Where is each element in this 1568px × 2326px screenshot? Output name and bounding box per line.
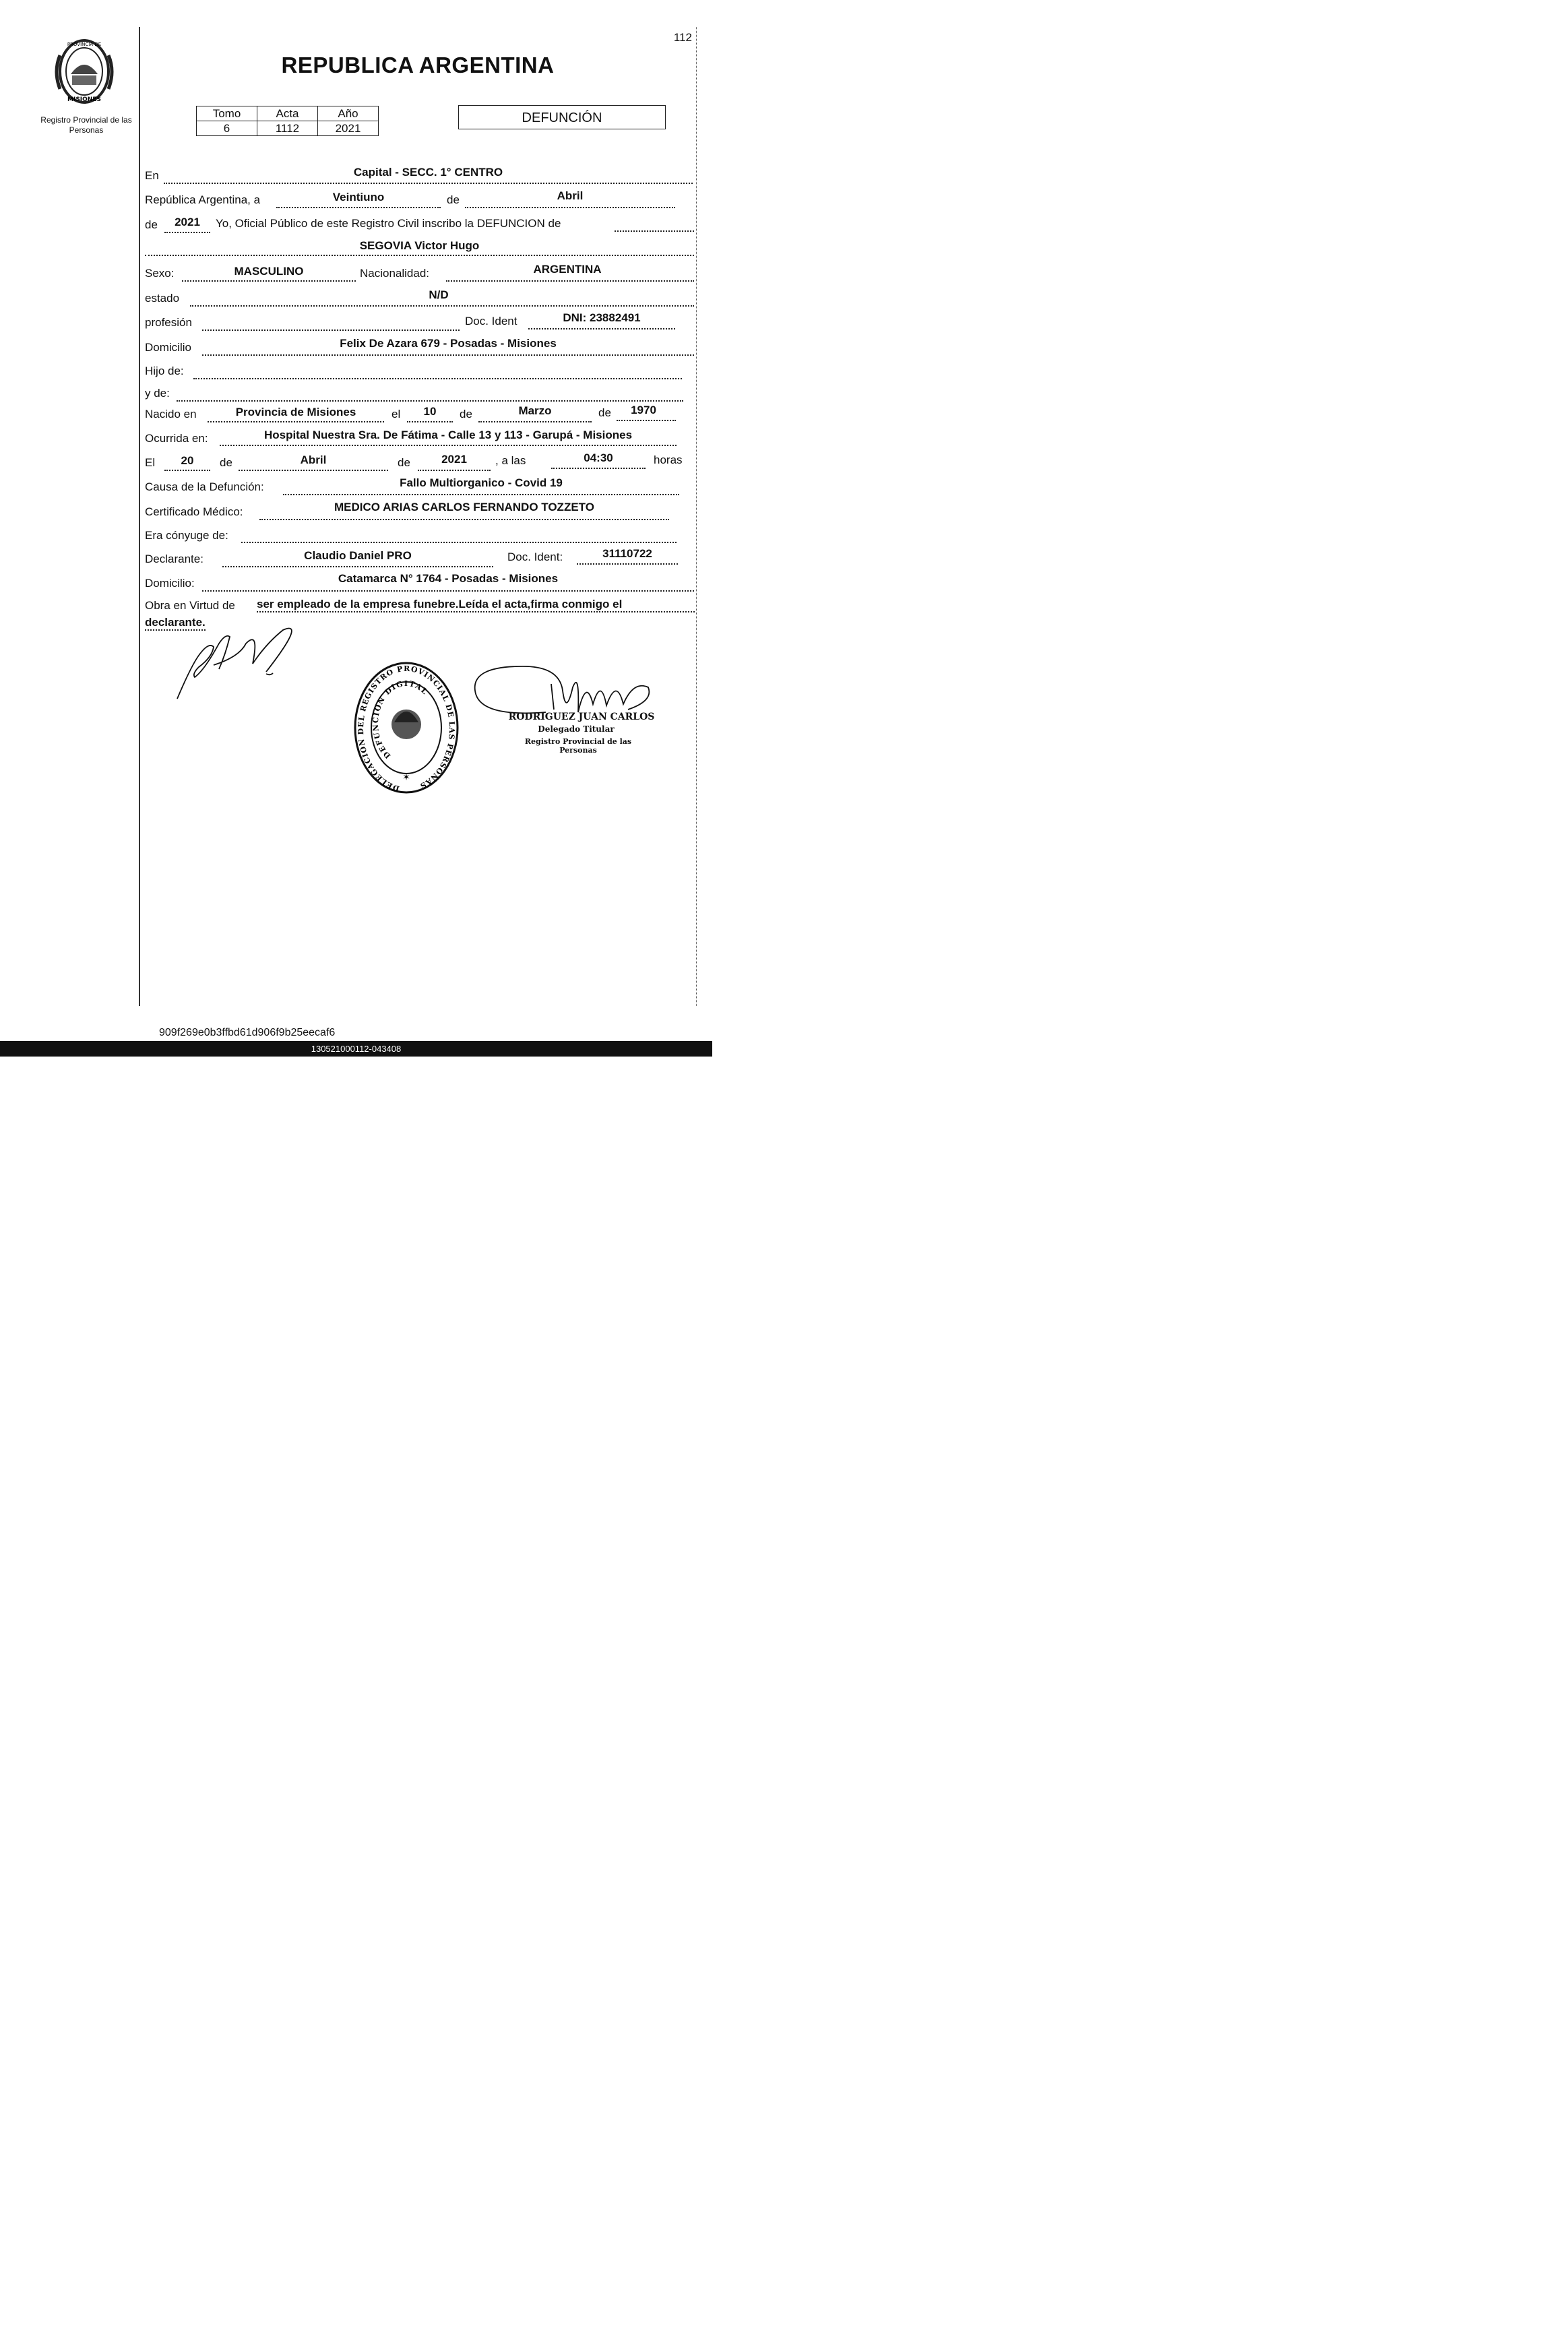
certificado-line <box>259 519 669 520</box>
de-anio-label: de <box>145 218 158 231</box>
en-label: En <box>145 169 159 182</box>
nacido-lugar: Provincia de Misiones <box>235 406 356 418</box>
svg-text:MISIONES: MISIONES <box>67 96 101 103</box>
def-mes-line <box>239 470 388 471</box>
conyuge-label: Era cónyuge de: <box>145 529 228 542</box>
estado-label: estado <box>145 292 180 305</box>
barcode-bar <box>0 1041 712 1057</box>
obra-value-1: ser empleado de la empresa funebre.Leída el acta,firma conmigo el <box>257 598 695 612</box>
def-anio: 2021 <box>441 453 467 466</box>
nacido-anio-line <box>617 420 676 421</box>
record-type-box: DEFUNCIÓN <box>458 105 666 129</box>
hijo-line <box>193 378 682 379</box>
doc-ident-line <box>528 328 675 329</box>
document-title: REPUBLICA ARGENTINA <box>281 53 555 77</box>
svg-text:DEFUNCION DIGITAL: DEFUNCION DIGITAL <box>371 679 430 761</box>
de-def-anio-label: de <box>398 456 410 469</box>
causa-value: Fallo Multiorganico - Covid 19 <box>400 476 563 489</box>
def-hora: 04:30 <box>584 451 613 464</box>
def-mes: Abril <box>300 453 327 466</box>
domicilio-value: Felix De Azara 679 - Posadas - Misiones <box>340 337 557 350</box>
mes-line <box>465 207 675 208</box>
nacido-mes-line <box>478 421 592 422</box>
nacido-mes: Marzo <box>518 404 552 417</box>
causa-label: Causa de la Defunción: <box>145 480 264 493</box>
sexo-line <box>182 280 356 282</box>
declarante-line <box>222 566 493 567</box>
declarante-value: Claudio Daniel PRO <box>304 549 412 562</box>
header-tomo: Tomo <box>197 106 257 121</box>
horas-label: horas <box>654 453 683 466</box>
domicilio2-label: Domicilio: <box>145 577 195 590</box>
en-line <box>164 183 693 184</box>
obra-label: Obra en Virtud de <box>145 599 235 612</box>
doc-ident-label: Doc. Ident <box>465 315 518 327</box>
svg-text:✶: ✶ <box>402 772 410 783</box>
yde-label: y de: <box>145 387 170 400</box>
def-hora-line <box>551 468 646 469</box>
header-acta: Acta <box>257 106 318 121</box>
certificado-value: MEDICO ARIAS CARLOS FERNANDO TOZZETO <box>334 501 594 513</box>
record-table <box>196 106 379 136</box>
def-dia-line <box>164 470 210 471</box>
conyuge-line <box>241 542 677 543</box>
document-hash: 909f269e0b3ffbd61d906f9b25eecaf6 <box>159 1027 336 1038</box>
decl-doc-label: Doc. Ident: <box>507 551 563 563</box>
barcode-text: 130521000112-043408 <box>311 1044 402 1054</box>
nacionalidad-label: Nacionalidad: <box>360 267 430 280</box>
nombre-value: SEGOVIA Victor Hugo <box>359 239 480 252</box>
nacido-dia-line <box>407 421 453 422</box>
certificado-label: Certificado Médico: <box>145 505 243 518</box>
anio-value: 2021 <box>175 216 200 228</box>
el2-label: El <box>145 456 156 469</box>
value-acta: 1112 <box>257 121 318 136</box>
sexo-label: Sexo: <box>145 267 175 280</box>
mes-texto: Abril <box>557 189 584 202</box>
ocurrida-label: Ocurrida en: <box>145 432 208 445</box>
estado-line <box>190 305 694 307</box>
def-anio-line <box>418 470 491 471</box>
anio-line <box>164 232 210 233</box>
doc-ident-value: DNI: 23882491 <box>563 311 641 324</box>
decl-doc-line <box>577 563 678 565</box>
causa-line <box>283 494 679 495</box>
official-stamp <box>352 660 460 795</box>
ocurrida-line <box>220 445 677 446</box>
logo-caption: Registro Provincial de las Personas <box>40 115 132 135</box>
estado-value: N/D <box>429 288 449 301</box>
header-anio: Año <box>318 106 379 121</box>
republica-label: República Argentina, a <box>145 193 261 206</box>
domicilio-line <box>202 354 694 356</box>
de-anio2-label: de <box>598 406 611 419</box>
nombre-line <box>145 255 694 256</box>
obra-value-2: declarante. <box>145 616 206 631</box>
value-tomo: 6 <box>197 121 257 136</box>
def-dia: 20 <box>181 454 194 467</box>
dia-texto: Veintiuno <box>332 191 385 203</box>
profesion-label: profesión <box>145 316 192 329</box>
official-name: RODRIGUEZ JUAN CARLOS <box>508 712 655 722</box>
province-seal-logo <box>51 35 118 109</box>
declarant-signature <box>172 617 320 704</box>
hijo-label: Hijo de: <box>145 365 184 377</box>
alas-label: , a las <box>495 454 526 467</box>
official-role: Delegado Titular <box>538 724 615 734</box>
el-label: el <box>391 408 401 420</box>
nacionalidad-line <box>446 280 694 282</box>
ocurrida-value: Hospital Nuestra Sra. De Fátima - Calle 13 y 113 - Garupá - Misiones <box>263 429 633 441</box>
de-def-mes-label: de <box>220 456 232 469</box>
page-number: 112 <box>673 31 692 44</box>
right-margin-line <box>696 27 697 1006</box>
inscribo-text: Yo, Oficial Público de este Registro Civil inscribo la DEFUNCION de <box>216 217 561 230</box>
official-office: Registro Provincial de las Personas <box>524 737 632 755</box>
de-label: de <box>447 193 460 206</box>
sexo-value: MASCULINO <box>234 265 304 278</box>
profesion-line <box>202 329 460 331</box>
svg-text:DELEGACION DEL REGISTRO PROVIN: DELEGACION DEL REGISTRO PROVINCIAL DE LAS PERSONAS <box>356 664 457 793</box>
value-anio: 2021 <box>318 121 379 136</box>
nacido-dia: 10 <box>423 405 437 418</box>
domicilio-label: Domicilio <box>145 341 191 354</box>
nacido-label: Nacido en <box>145 408 197 420</box>
nacionalidad-value: ARGENTINA <box>533 263 602 276</box>
en-value: Capital - SECC. 1° CENTRO <box>353 166 503 179</box>
nacido-lugar-line <box>208 421 384 422</box>
declarante-label: Declarante: <box>145 553 203 565</box>
dia-line <box>276 207 441 208</box>
de-mes-label: de <box>460 408 472 420</box>
domicilio2-value: Catamarca N° 1764 - Posadas - Misiones <box>338 572 559 585</box>
decl-doc-value: 31110722 <box>602 547 652 560</box>
left-margin-line <box>139 27 140 1006</box>
inscribo-line <box>615 230 694 232</box>
domicilio2-line <box>202 590 694 592</box>
nacido-anio: 1970 <box>631 404 656 416</box>
yde-line <box>177 400 683 402</box>
svg-text:PROVINCIA DE: PROVINCIA DE <box>67 42 102 47</box>
